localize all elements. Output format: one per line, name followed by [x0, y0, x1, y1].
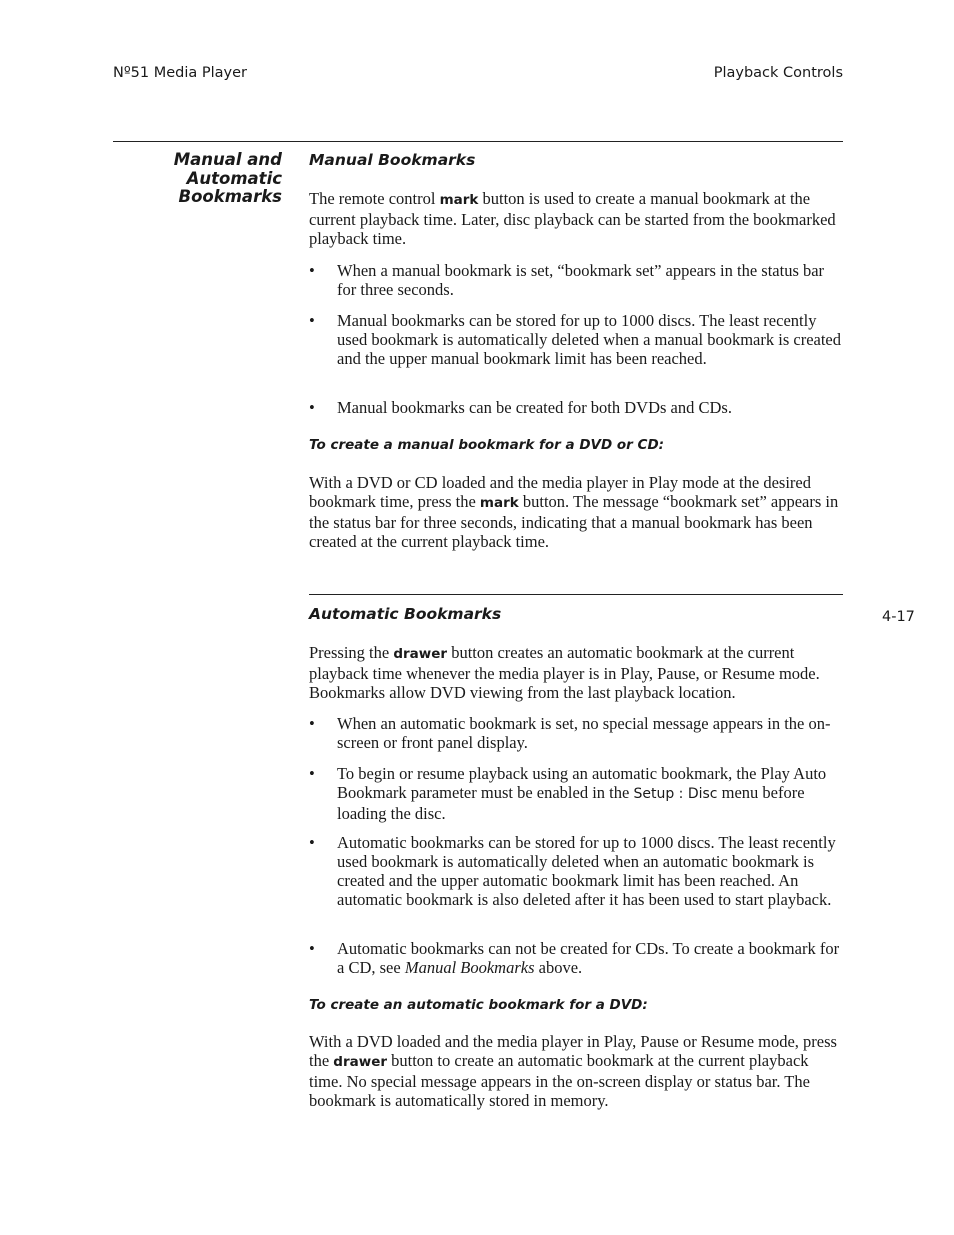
manual-intro-paragraph: The remote control mark button is used to create a manual bookmark at the current playback time. Later, disc playback can be started from the bookmarked playback time.	[309, 189, 836, 248]
list-item: • When an automatic bookmark is set, no special message appears in the on-screen or front panel display.	[309, 714, 843, 752]
side-heading-line: Bookmarks	[178, 187, 282, 206]
automatic-procedure-title-block	[309, 996, 843, 1014]
drawer-key-label: drawer	[393, 646, 448, 662]
list-item: • Automatic bookmarks can not be created for CDs. To create a bookmark for a CD, see Manual Bookmarks above.	[309, 939, 843, 977]
section-divider	[309, 594, 843, 595]
automatic-bullet-list	[309, 764, 843, 823]
list-item: • To begin or resume playback using an automatic bookmark, the Play Auto Bookmark parameter must be enabled in the Setup : Disc menu before loading the disc.	[309, 764, 843, 823]
page-number: 4-17	[882, 609, 915, 625]
section-divider-top	[113, 141, 843, 142]
manual-bullet-list	[309, 261, 843, 299]
automatic-procedure-block	[309, 1032, 843, 1110]
automatic-procedure-title: To create an automatic bookmark for a DVD:	[309, 997, 648, 1013]
setup-disc-menu-label: Setup : Disc	[633, 786, 718, 802]
manual-procedure-title: To create a manual bookmark for a DVD or CD:	[309, 437, 665, 453]
manual-intro-block	[309, 189, 843, 248]
automatic-procedure-paragraph: With a DVD loaded and the media player in Play, Pause or Resume mode, press the drawer button to create an automatic bookmark at the current playback time. No special message appears in the on-screen display or status bar. The bookmark is automatically stored in memory.	[309, 1032, 837, 1110]
running-header-section: Playback Controls	[713, 65, 843, 81]
manual-bullet-list	[309, 398, 843, 417]
manual-procedure-title-block	[309, 436, 843, 454]
drawer-key-label: drawer	[333, 1054, 388, 1070]
list-item: • Automatic bookmarks can be stored for up to 1000 discs. The least recently used bookmark is automatically deleted when an automatic bookmark is created and the upper automatic bookmark limit has been reached. An automatic bookmark is also deleted after it has been used to start playback.	[309, 833, 843, 909]
manual-procedure-block	[309, 473, 843, 551]
side-heading-line: Automatic	[186, 168, 282, 188]
automatic-bullet-list	[309, 939, 843, 977]
list-item: • Manual bookmarks can be created for both DVDs and CDs.	[309, 398, 843, 417]
automatic-intro-block	[309, 643, 843, 702]
manual-bookmarks-title: Manual Bookmarks	[309, 151, 476, 169]
manual-bookmarks-reference: Manual Bookmarks	[404, 958, 535, 977]
automatic-bookmarks-title-block	[309, 604, 843, 624]
mark-key-label: mark	[439, 192, 479, 208]
automatic-bullet-list	[309, 833, 843, 909]
manual-bookmarks-title-block	[309, 150, 843, 170]
automatic-bookmarks-title: Automatic Bookmarks	[309, 605, 502, 623]
side-heading	[113, 151, 282, 207]
automatic-bullet-list	[309, 714, 843, 752]
manual-procedure-paragraph: With a DVD or CD loaded and the media player in Play mode at the desired bookmark time, press the mark button. The message “bookmark set” appears in the status bar for three seconds, indicating that a manual bookmark has been created at the current playback time.	[309, 473, 839, 551]
manual-bullet-list	[309, 311, 843, 368]
mark-key-label: mark	[479, 495, 519, 511]
list-item: • Manual bookmarks can be stored for up to 1000 discs. The least recently used bookmark is automatically deleted when a manual bookmark is created and the upper manual bookmark limit has been reached.	[309, 311, 843, 368]
side-heading-line: Manual and	[173, 150, 282, 169]
running-header-title: Nº51 Media Player	[113, 65, 248, 81]
list-item: • When a manual bookmark is set, “bookmark set” appears in the status bar for three seconds.	[309, 261, 843, 299]
automatic-intro-paragraph: Pressing the drawer button creates an automatic bookmark at the current playback time whenever the media player is in Play, Pause, or Resume mode. Bookmarks allow DVD viewing from the last playback location.	[309, 643, 820, 702]
